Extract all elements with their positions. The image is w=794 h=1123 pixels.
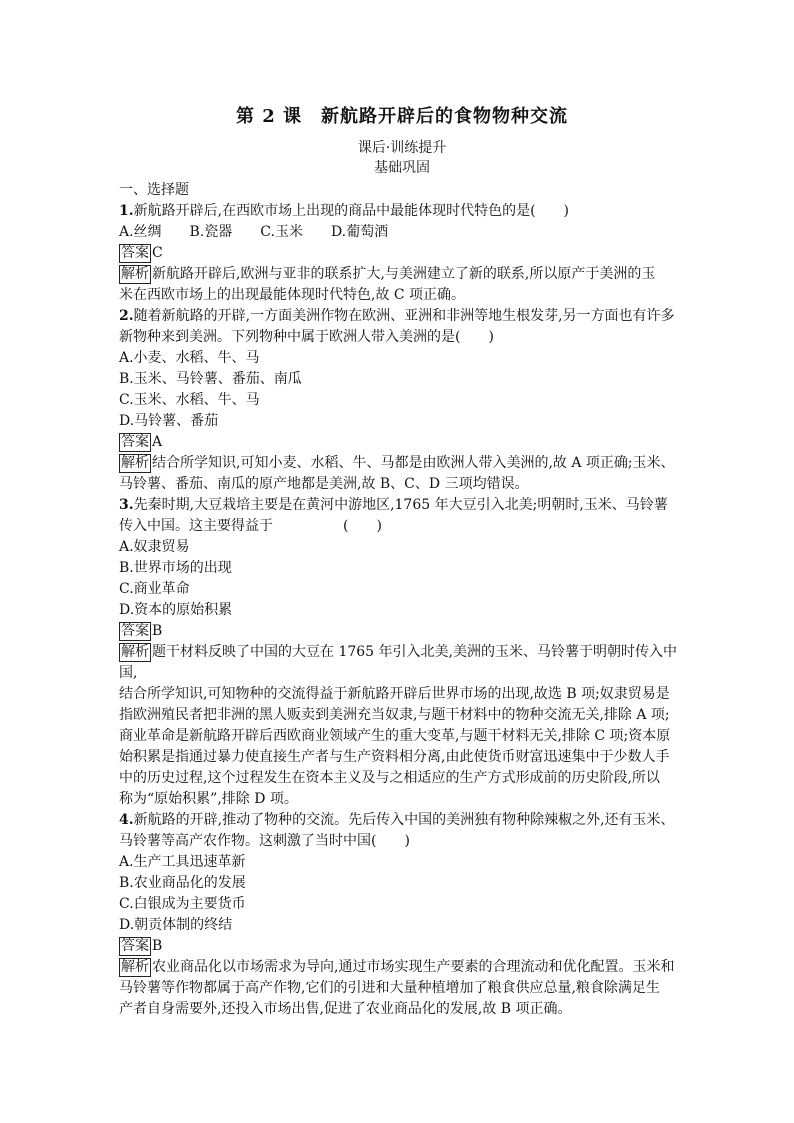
analysis-text: 指欧洲殖民者把非洲的黑人贩卖到美洲充当奴隶,与题干材料中的物种交流无关,排除 A 项; (119, 707, 670, 723)
answer-option: C.白银成为主要货币 (119, 896, 246, 912)
analysis-text: 产者自身需要外,还投入市场出售,促进了农业商品化的发展,故 B 项正确。 (119, 1001, 572, 1017)
analysis-text: 始积累是指通过暴力使直接生产者与生产资料相分离,由此使货币财富迅速集中于少数人手 (119, 749, 670, 765)
answer-option: B.世界市场的出现 (119, 560, 232, 576)
analysis-line (119, 474, 685, 495)
analysis-line (119, 978, 685, 999)
analysis-tag: 解析 (121, 644, 149, 660)
answer-option: A.丝绸 B.瓷器 C.玉米 D.葡萄酒 (119, 224, 389, 240)
analysis-tag: 解析 (121, 266, 149, 282)
question-stem-text: 新航路的开辟,推动了物种的交流。先后传入中国的美洲独有物种除辣椒之外,还有玉米、 (133, 812, 675, 828)
question-number: 1. (119, 203, 134, 219)
analysis-text: 马铃薯等作物都属于高产作物,它们的引进和大量种植增加了粮食供应总量,粮食除满足生 (119, 980, 660, 996)
question-block (119, 810, 685, 1020)
analysis-text: 商业革命是新航路开辟后西欧商业领域产生的重大变革,与题干材料无关,排除 C 项;资本原 (119, 728, 671, 744)
question-block (119, 306, 685, 495)
question-block (119, 495, 685, 810)
analysis-line (119, 747, 685, 768)
analysis-line (119, 684, 685, 705)
answer-option: C.商业革命 (119, 581, 190, 597)
analysis-line (119, 453, 685, 474)
question-stem-text: 先秦时期,大豆栽培主要是在黄河中游地区,1765 年大豆引入北美;明朝时,玉米、马铃薯 (133, 497, 668, 513)
answer-tag: 答案 (121, 938, 149, 954)
analysis-tag: 解析 (121, 959, 149, 975)
section-heading: 基础巩固 (374, 160, 430, 176)
answer-tag: 答案 (121, 623, 149, 639)
answer-line (119, 621, 685, 642)
page-subtitle: 课后·训练提升 (357, 140, 447, 156)
answer-option: B.玉米、马铃薯、番茄、南瓜 (119, 371, 302, 387)
analysis-text: 称为“原始积累”,排除 D 项。 (119, 791, 298, 807)
question-list (119, 201, 685, 1020)
analysis-text: 马铃薯、番茄、南瓜的原产地都是美洲,故 B、C、D 三项均错误。 (119, 476, 529, 492)
question-stem-line (119, 810, 685, 831)
answer-line (119, 243, 685, 264)
analysis-line (119, 264, 685, 285)
section-title: 一、选择题 (119, 182, 189, 198)
answer-option: D.朝贡体制的终结 (119, 917, 233, 933)
analysis-text: 农业商品化以市场需求为导向,通过市场实现生产要素的合理流动和优化配置。玉米和 (152, 959, 675, 975)
analysis-text: 结合所学知识,可知小麦、水稻、牛、马都是由欧洲人带入美洲的,故 A 项正确;玉米、 (152, 455, 675, 471)
analysis-text: 结合所学知识,可知物种的交流得益于新航路开辟后世界市场的出现,故选 B 项;奴隶贸易是 (119, 686, 670, 702)
analysis-text: 新航路开辟后,欧洲与亚非的联系扩大,与美洲建立了新的联系,所以原产于美洲的玉 (152, 266, 656, 282)
question-stem-text: 随着新航路的开辟,一方面美洲作物在欧洲、亚洲和非洲等地生根发芽,另一方面也有许多 (133, 308, 675, 324)
answer-option: A.小麦、水稻、牛、马 (119, 350, 260, 366)
question-stem-text: 新物种来到美洲。下列物种中属于欧洲人带入美洲的是( ) (119, 329, 494, 345)
analysis-line (119, 789, 685, 810)
analysis-line (119, 705, 685, 726)
answer-value: C (152, 245, 163, 261)
analysis-text: 米在西欧市场上的出现最能体现时代特色,故 C 项正确。 (119, 287, 466, 303)
analysis-tag: 解析 (121, 455, 149, 471)
question-stem-text: 新航路开辟后,在西欧市场上出现的商品中最能体现时代特色的是( ) (133, 203, 569, 219)
analysis-line (119, 768, 685, 789)
analysis-line (119, 957, 685, 978)
answer-option: D.资本的原始积累 (119, 602, 233, 618)
answer-option: A.生产工具迅速革新 (119, 854, 246, 870)
answer-line (119, 936, 685, 957)
answer-option: D.马铃薯、番茄 (119, 413, 219, 429)
answer-tag: 答案 (121, 434, 149, 450)
question-stem-text: 传入中国。这主要得益于 ( ) (119, 518, 382, 534)
question-number: 2. (119, 308, 134, 324)
question-stem-line (119, 516, 685, 537)
analysis-text: 题干材料反映了中国的大豆在 1765 年引入北美,美洲的玉米、马铃薯于明朝时传入中国, (119, 644, 677, 681)
question-number: 4. (119, 812, 134, 828)
document-content (119, 104, 685, 1020)
analysis-line (119, 999, 685, 1020)
question-stem-line (119, 495, 685, 516)
answer-tag: 答案 (121, 245, 149, 261)
question-block (119, 201, 685, 306)
answer-value: B (152, 938, 163, 954)
page-title: 第 2 课 新航路开辟后的食物物种交流 (235, 106, 569, 127)
answer-option: B.农业商品化的发展 (119, 875, 246, 891)
question-stem-line (119, 831, 685, 852)
question-stem-text: 马铃薯等高产农作物。这刺激了当时中国( ) (119, 833, 410, 849)
analysis-text: 中的历史过程,这个过程发生在资本主义及与之相适应的生产方式形成前的历史阶段,所以 (119, 770, 660, 786)
question-stem-line (119, 201, 685, 222)
answer-value: B (152, 623, 163, 639)
analysis-line (119, 642, 685, 684)
question-number: 3. (119, 497, 134, 513)
answer-option: A.奴隶贸易 (119, 539, 190, 555)
question-stem-line (119, 306, 685, 327)
analysis-line (119, 285, 685, 306)
answer-value: A (152, 434, 163, 450)
answer-line (119, 432, 685, 453)
analysis-line (119, 726, 685, 747)
answer-option: C.玉米、水稻、牛、马 (119, 392, 260, 408)
question-stem-line (119, 327, 685, 348)
